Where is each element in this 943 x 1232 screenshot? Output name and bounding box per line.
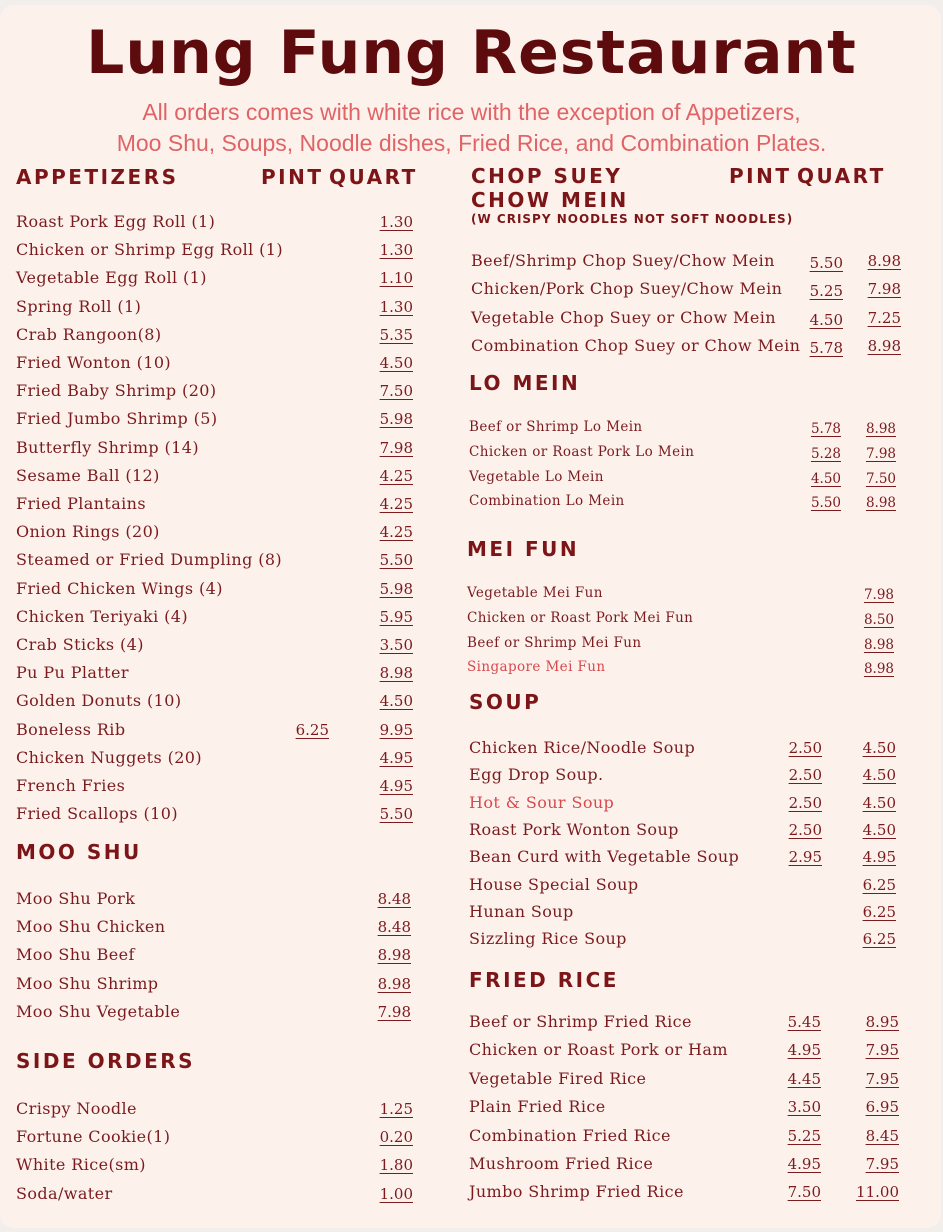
menu-item-pint-price: 5.28: [810, 446, 841, 462]
menu-item-price: 4.50: [379, 354, 413, 372]
menu-item-name: Moo Shu Vegetable: [16, 1002, 181, 1021]
menu-item-name: Moo Shu Shrimp: [16, 974, 159, 993]
menu-item-price: 4.95: [379, 749, 413, 767]
menu-item-price: 1.10: [379, 269, 413, 287]
menu-item-quart-price: 7.50: [865, 471, 896, 487]
menu-item-pint-price: 2.50: [788, 766, 822, 784]
menu-item-price: 5.98: [379, 580, 413, 598]
menu-item-price: 7.98: [379, 439, 413, 457]
menu-item-name: Golden Donuts (10): [16, 691, 182, 710]
menu-item-pint-price: 7.50: [787, 1183, 821, 1201]
menu-item-name: Fortune Cookie(1): [16, 1127, 171, 1146]
menu-item-quart-price: 8.98: [863, 637, 894, 653]
chop-suey-pint-label: PINT: [729, 164, 792, 188]
menu-item-name: Onion Rings (20): [16, 522, 160, 541]
appetizers-heading: APPETIZERS: [16, 165, 179, 189]
menu-item-quart-price: 7.95: [865, 1070, 899, 1088]
menu-item-quart-price: 6.25: [862, 876, 896, 894]
subtitle-line-2: Moo Shu, Soups, Noodle dishes, Fried Rice, and Combination Plates.: [116, 130, 827, 156]
menu-item-name: Soda/water: [16, 1184, 113, 1203]
menu-item-pint-price: 4.95: [787, 1041, 821, 1059]
menu-item-quart-price: 7.25: [867, 309, 901, 327]
menu-item-name: Bean Curd with Vegetable Soup: [469, 847, 740, 866]
menu-item-quart-price: 4.50: [862, 821, 896, 839]
menu-item-price: 9.95: [379, 721, 413, 739]
menu-item-name: Jumbo Shrimp Fried Rice: [469, 1182, 684, 1201]
menu-item-quart-price: 4.50: [862, 739, 896, 757]
menu-item-price: 0.20: [379, 1128, 413, 1146]
menu-item-name: White Rice(sm): [16, 1155, 146, 1174]
menu-item-name: Butterfly Shrimp (14): [16, 438, 199, 457]
menu-item-price: 1.30: [379, 241, 413, 259]
menu-item-name: Sizzling Rice Soup: [469, 929, 627, 948]
menu-item-name: Chicken or Shrimp Egg Roll (1): [16, 240, 283, 259]
menu-item-quart-price: 8.98: [867, 337, 901, 355]
menu-item-pint-price: 4.45: [787, 1070, 821, 1088]
menu-item-name: Roast Pork Egg Roll (1): [16, 212, 216, 231]
menu-item-pint-price: 2.50: [788, 739, 822, 757]
menu-item-name: Chicken Nuggets (20): [16, 748, 203, 767]
menu-item-quart-price: 7.95: [865, 1155, 899, 1173]
menu-item-quart-price: 7.95: [865, 1041, 899, 1059]
menu-item-quart-price: 6.95: [865, 1098, 899, 1116]
chow-mein-note: (W CRISPY NOODLES NOT SOFT NOODLES): [471, 212, 794, 226]
menu-item-quart-price: 6.25: [862, 930, 896, 948]
menu-item-name: Boneless Rib: [16, 720, 126, 739]
menu-item-name: Moo Shu Pork: [16, 889, 136, 908]
menu-item-name: Vegetable Fired Rice: [469, 1069, 647, 1088]
moo-shu-heading: MOO SHU: [16, 840, 142, 864]
menu-item-pint-price: 5.25: [787, 1127, 821, 1145]
menu-item-price: 8.48: [377, 918, 411, 936]
menu-item-name: Steamed or Fried Dumpling (8): [16, 550, 283, 569]
menu-item-name: French Fries: [16, 776, 126, 795]
menu-item-name: Chicken Rice/Noodle Soup: [469, 738, 696, 757]
menu-item-pint-price: 2.50: [788, 794, 822, 812]
menu-item-pint-price: 6.25: [295, 721, 329, 739]
menu-item-name: Hot & Sour Soup: [469, 793, 615, 812]
menu-item-quart-price: 11.00: [856, 1183, 899, 1201]
menu-item-name: Singapore Mei Fun: [467, 659, 606, 675]
menu-item-pint-price: 5.50: [810, 495, 841, 511]
menu-item-name: Chicken or Roast Pork or Ham: [469, 1040, 728, 1059]
menu-item-price: 1.30: [379, 213, 413, 231]
menu-item-pint-price: 5.25: [809, 282, 843, 300]
menu-item-pint-price: 5.50: [809, 254, 843, 272]
menu-item-name: Vegetable Chop Suey or Chow Mein: [471, 308, 776, 327]
menu-item-name: Beef or Shrimp Mei Fun: [467, 635, 642, 651]
menu-item-name: Beef or Shrimp Lo Mein: [469, 419, 643, 435]
menu-item-name: Spring Roll (1): [16, 297, 142, 316]
menu-item-name: Chicken/Pork Chop Suey/Chow Mein: [471, 279, 783, 298]
menu-item-quart-price: 4.50: [862, 766, 896, 784]
menu-item-price: 3.50: [379, 636, 413, 654]
menu-item-name: Crab Sticks (4): [16, 635, 144, 654]
menu-item-pint-price: 2.95: [788, 848, 822, 866]
menu-item-name: Vegetable Lo Mein: [469, 469, 604, 485]
soup-heading: SOUP: [469, 690, 542, 714]
menu-item-name: Vegetable Egg Roll (1): [16, 268, 207, 287]
menu-item-quart-price: 8.50: [863, 612, 894, 628]
menu-item-quart-price: 8.95: [865, 1013, 899, 1031]
menu-item-pint-price: 5.78: [809, 339, 843, 357]
menu-item-name: Roast Pork Wonton Soup: [469, 820, 679, 839]
menu-item-price: 8.98: [379, 664, 413, 682]
menu-item-name: Fried Chicken Wings (4): [16, 579, 223, 598]
menu-item-price: 8.98: [377, 975, 411, 993]
menu-item-price: 1.25: [379, 1100, 413, 1118]
menu-item-name: Egg Drop Soup.: [469, 765, 604, 784]
menu-item-pint-price: 2.50: [788, 821, 822, 839]
fried-rice-heading: FRIED RICE: [469, 968, 619, 992]
restaurant-title: Lung Fung Restaurant: [86, 18, 857, 88]
menu-item-quart-price: 8.98: [865, 421, 896, 437]
menu-item-price: 5.95: [379, 608, 413, 626]
menu-item-name: Pu Pu Platter: [16, 663, 129, 682]
menu-item-price: 8.98: [377, 946, 411, 964]
subtitle-line-1: All orders comes with white rice with the exception of Appetizers,: [142, 99, 801, 125]
menu-item-quart-price: 4.95: [862, 848, 896, 866]
menu-item-name: Hunan Soup: [469, 902, 574, 921]
menu-item-price: 5.98: [379, 410, 413, 428]
menu-item-price: 4.25: [379, 523, 413, 541]
mei-fun-heading: MEI FUN: [467, 537, 580, 561]
menu-item-name: Moo Shu Chicken: [16, 917, 166, 936]
menu-item-price: 1.30: [379, 298, 413, 316]
menu-item-price: 5.35: [379, 326, 413, 344]
menu-item-pint-price: 4.50: [810, 471, 841, 487]
menu-item-quart-price: 8.45: [865, 1127, 899, 1145]
appetizers-pint-label: PINT: [261, 165, 324, 189]
menu-item-pint-price: 5.45: [787, 1013, 821, 1031]
chop-suey-quart-label: QUART: [797, 164, 886, 188]
menu-item-quart-price: 6.25: [862, 903, 896, 921]
menu-item-price: 8.48: [377, 890, 411, 908]
menu-item-pint-price: 4.50: [809, 311, 843, 329]
menu-item-price: 1.80: [379, 1156, 413, 1174]
menu-item-name: Chicken or Roast Pork Lo Mein: [469, 444, 695, 460]
menu-item-pint-price: 4.95: [787, 1155, 821, 1173]
lo-mein-heading: LO MEIN: [469, 371, 581, 395]
menu-item-name: Sesame Ball (12): [16, 466, 160, 485]
menu-item-name: Fried Plantains: [16, 494, 146, 513]
menu-item-name: Mushroom Fried Rice: [469, 1154, 654, 1173]
chop-suey-heading: CHOP SUEY: [471, 164, 623, 188]
menu-item-price: 7.98: [377, 1003, 411, 1021]
menu-item-name: Chicken Teriyaki (4): [16, 607, 188, 626]
menu-item-price: 5.50: [379, 551, 413, 569]
menu-item-quart-price: 7.98: [867, 280, 901, 298]
menu-item-name: Crab Rangoon(8): [16, 325, 162, 344]
menu-item-name: Plain Fried Rice: [469, 1097, 606, 1116]
menu-item-name: Combination Chop Suey or Chow Mein: [471, 336, 801, 355]
menu-item-name: Fried Scallops (10): [16, 804, 178, 823]
menu-item-name: Vegetable Mei Fun: [467, 585, 603, 601]
menu-item-quart-price: 8.98: [865, 495, 896, 511]
menu-item-name: Moo Shu Beef: [16, 945, 135, 964]
menu-item-price: 4.25: [379, 495, 413, 513]
menu-item-pint-price: 3.50: [787, 1098, 821, 1116]
menu-item-price: 5.50: [379, 805, 413, 823]
menu-item-price: 7.50: [379, 382, 413, 400]
menu-item-name: Crispy Noodle: [16, 1099, 137, 1118]
menu-item-pint-price: 5.78: [810, 421, 841, 437]
menu-item-name: Beef or Shrimp Fried Rice: [469, 1012, 692, 1031]
menu-item-name: Combination Fried Rice: [469, 1126, 671, 1145]
menu-item-quart-price: 7.98: [863, 587, 894, 603]
appetizers-quart-label: QUART: [329, 165, 418, 189]
menu-item-quart-price: 8.98: [867, 252, 901, 270]
menu-item-name: Fried Jumbo Shrimp (5): [16, 409, 218, 428]
menu-item-name: House Special Soup: [469, 875, 639, 894]
menu-item-price: 4.25: [379, 467, 413, 485]
menu-item-name: Combination Lo Mein: [469, 493, 625, 509]
menu-item-price: 4.95: [379, 777, 413, 795]
menu-item-name: Beef/Shrimp Chop Suey/Chow Mein: [471, 251, 775, 270]
menu-item-name: Chicken or Roast Pork Mei Fun: [467, 610, 694, 626]
menu-item-quart-price: 7.98: [865, 446, 896, 462]
side-orders-heading: SIDE ORDERS: [16, 1049, 196, 1073]
menu-item-price: 4.50: [379, 692, 413, 710]
menu-item-price: 1.00: [379, 1185, 413, 1203]
menu-item-name: Fried Wonton (10): [16, 353, 172, 372]
menu-item-quart-price: 4.50: [862, 794, 896, 812]
menu-item-quart-price: 8.98: [863, 661, 894, 677]
chow-mein-heading: CHOW MEIN: [471, 188, 629, 212]
menu-item-name: Fried Baby Shrimp (20): [16, 381, 217, 400]
